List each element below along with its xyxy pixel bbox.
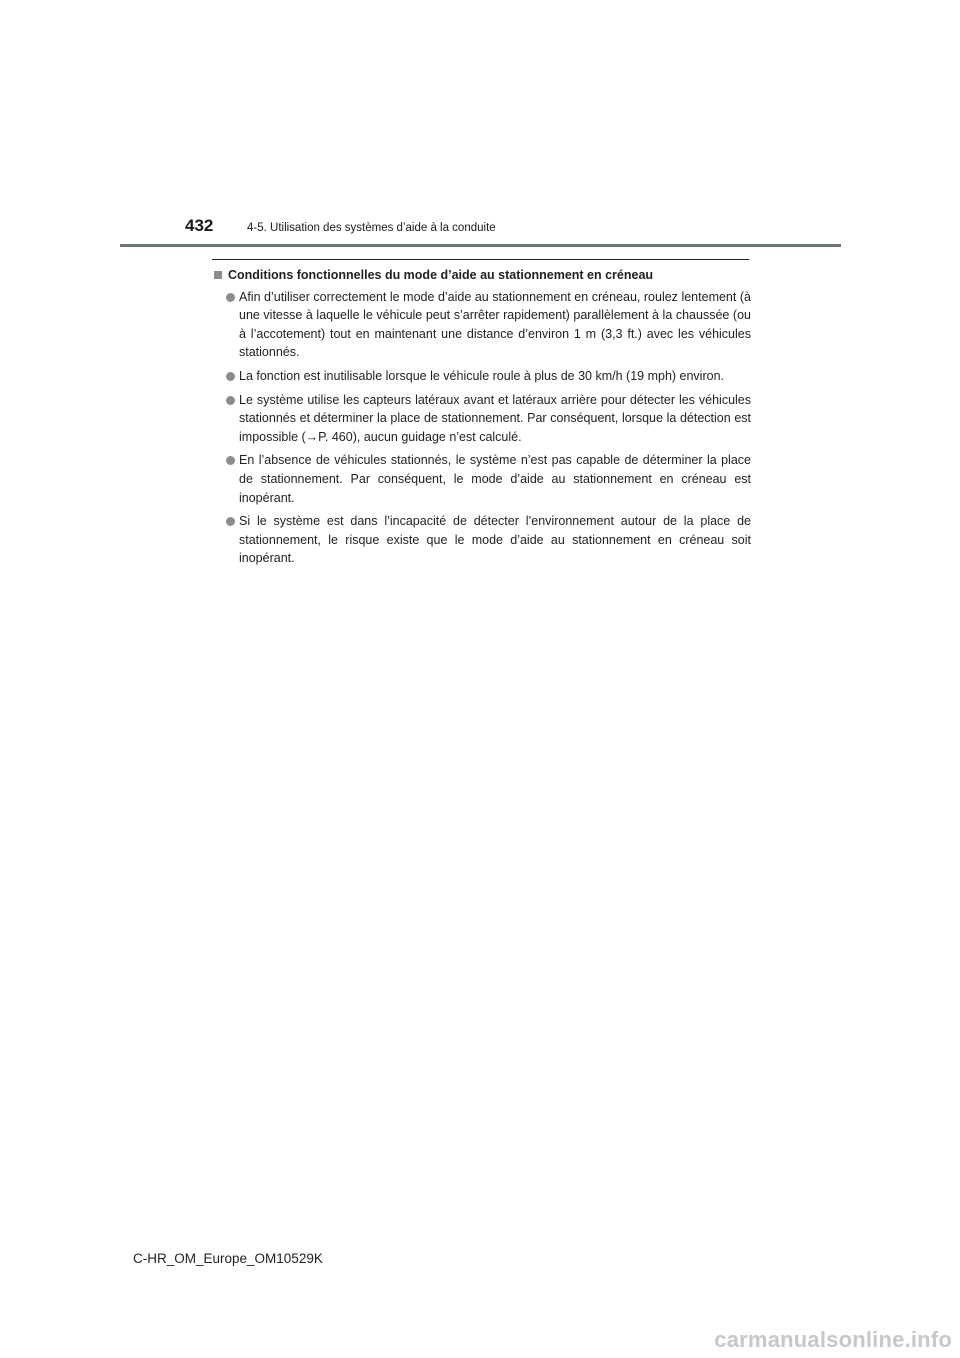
bullet-icon bbox=[226, 517, 235, 526]
section-heading bbox=[210, 266, 751, 285]
section-title: 4-5. Utilisation des systèmes d’aide à la conduite bbox=[247, 222, 496, 234]
section-heading-text: Conditions fonctionnelles du mode d’aide au stationnement en créneau bbox=[228, 268, 654, 282]
bullet-icon bbox=[226, 372, 235, 381]
list-item-text: Afin d’utiliser correctement le mode d’aide au stationnement en créneau, roulez lentement (à une vitesse à laquelle le véhicule peut s’arrêter rapidement) parallèlement à la chaussée (ou à l’accotement) tout en maintenant une distance d’environ 1 m (3,3 ft.) avec les véhicules stationnés. bbox=[239, 289, 751, 360]
list-item-text: Le système utilise les capteurs latéraux avant et latéraux arrière pour détecter les véhicules stationnés et déterminer la place de stationnement. Par conséquent, lorsque la détection est impossible (→P. 460), aucun guidage n’est calculé. bbox=[239, 392, 751, 444]
content-section bbox=[210, 266, 751, 573]
page-number: 432 bbox=[185, 216, 214, 235]
list-item bbox=[210, 391, 751, 447]
header-divider bbox=[120, 244, 841, 247]
bullet-icon bbox=[226, 396, 235, 405]
list-item bbox=[210, 512, 751, 568]
square-bullet-icon bbox=[214, 271, 222, 279]
list-item bbox=[210, 367, 751, 386]
bullet-icon bbox=[226, 456, 235, 465]
bullet-icon bbox=[226, 293, 235, 302]
list-item-text: Si le système est dans l’incapacité de détecter l’environnement autour de la place de stationnement, le risque existe que le mode d’aide au stationnement en créneau soit inopérant. bbox=[239, 514, 751, 566]
list-item-text: La fonction est inutilisable lorsque le véhicule roule à plus de 30 km/h (19 mph) environ. bbox=[239, 368, 724, 383]
content-divider bbox=[212, 259, 749, 260]
list-item bbox=[210, 288, 751, 362]
footer-doc-code: C-HR_OM_Europe_OM10529K bbox=[133, 1251, 323, 1266]
list-item bbox=[210, 451, 751, 507]
watermark-link[interactable]: carmanualsonline.info bbox=[714, 1327, 952, 1352]
list-item-text: En l’absence de véhicules stationnés, le système n’est pas capable de déterminer la place de stationnement. Par conséquent, le mode d’aide au stationnement en créneau est inopérant. bbox=[239, 453, 751, 505]
